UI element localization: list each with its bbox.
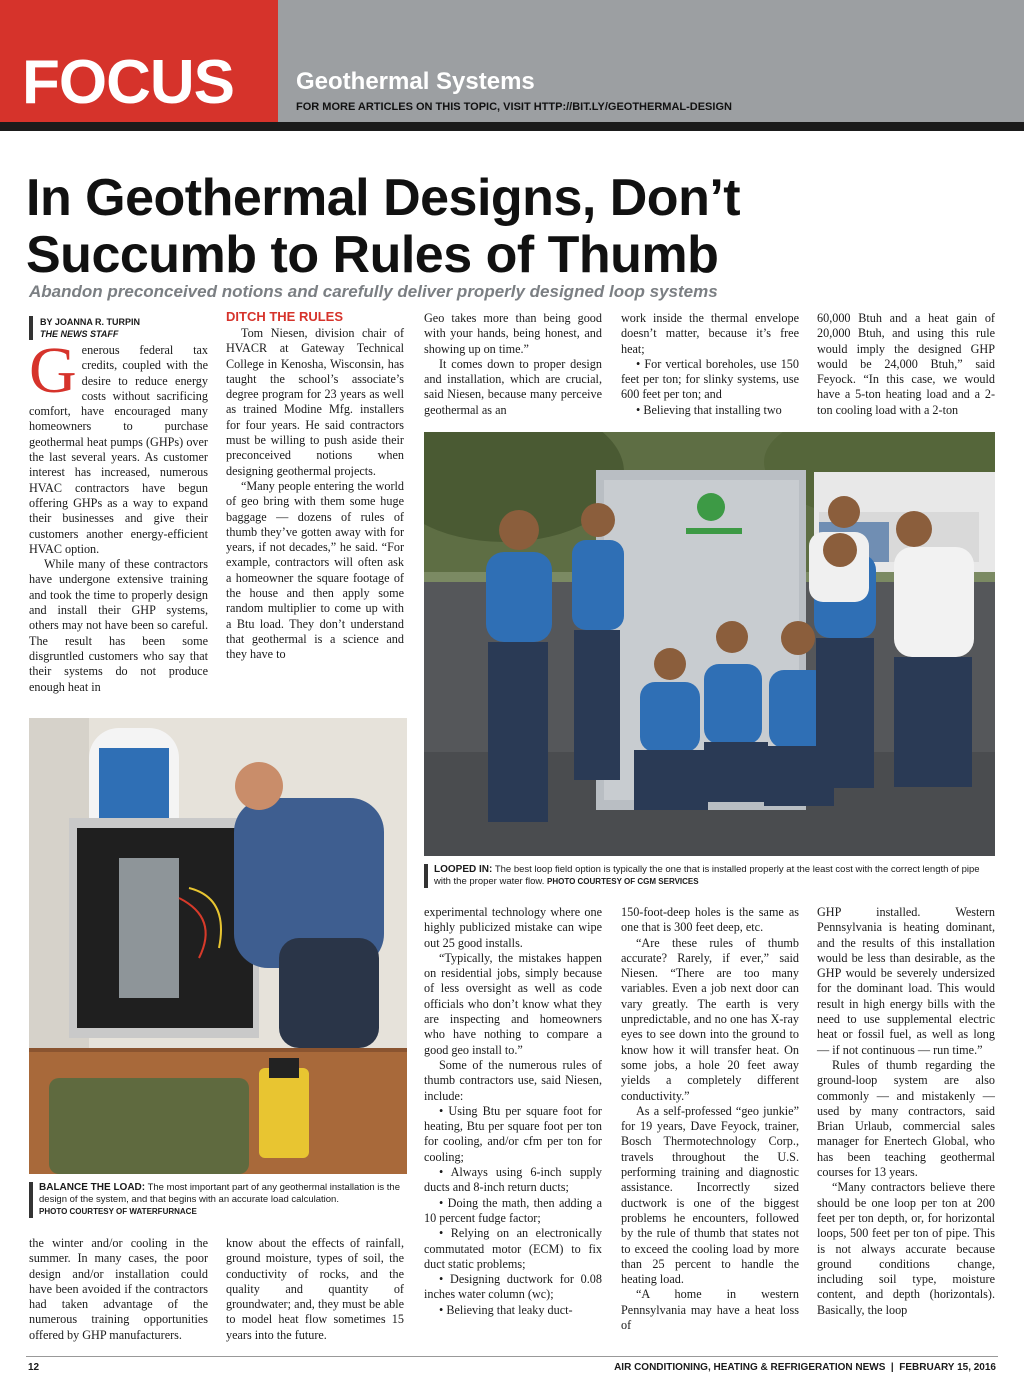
paragraph: As a self-professed “geo junkie” for 19 years, Dave Feyock, trainer, Bosch Thermotechnology Corp., travels throughout the U.S. performing training and diagnostic assistance. Incorrectly sized ductwork is one of the biggest problems he encounters, followed by the rule of thumb that states not to exceed the cooling load by more than 25 percent to handle the heating load. [621, 1103, 799, 1287]
caption-looped-in [424, 864, 995, 888]
paragraph: know about the effects of rainfall, ground moisture, types of soil, the conductivity of rocks, and the quality and quantity of groundwater; and, they must be able to model heat flow sometimes 15 years into the future. [226, 1236, 404, 1342]
headline-line-2: Succumb to Rules of Thumb [26, 226, 719, 284]
paragraph: “Typically, the mistakes happen on residential jobs, simply because of less oversight as well as code officials who don’t know what they are inspecting and homeowners who have nothing to compare a good geo install to.” [424, 950, 602, 1057]
paragraph: • Doing the math, then adding a 10 percent fudge factor; [424, 1195, 602, 1225]
column-3-top [424, 311, 602, 418]
deck: Abandon preconceived notions and carefully deliver properly designed loop systems [29, 282, 718, 301]
headline [26, 170, 1006, 284]
paragraph: work inside the thermal envelope doesn’t matter, because it’s free heat; [621, 311, 799, 356]
paragraph: Tom Niesen, division chair of HVACR at Gateway Technical College in Kenosha, Wisconsin, has taught the school’s associate’s degree program for 23 years as well as trained Modine Mfg. installers for four years. He said contractors must be willing to push aside their preconceived notions when designing geothermal projects. [226, 326, 404, 478]
caption-balance-the-load [29, 1182, 403, 1218]
header-rule [0, 122, 1024, 131]
paragraph: Generous federal tax credits, coupled with the desire to reduce energy costs without sacrificing comfort, have encouraged many homeowners to purchase geothermal heat pumps (GHPs) over the last several years. As customer interest has increased, numerous HVAC contractors have begun offering GHPs as a way to expand their businesses and give their customers another energy-efficient HVAC option. [29, 334, 208, 556]
publication-line: AIR CONDITIONING, HEATING & REFRIGERATION NEWS | FEBRUARY 15, 2016 [614, 1362, 996, 1373]
caption-text: The best loop field option is typically the one that is installed properly at the least cost with the correct length of pipe with the proper water flow. [434, 864, 980, 887]
focus-label: FOCUS [22, 48, 234, 117]
dropcap: G [29, 334, 77, 407]
footer-rule [26, 1356, 998, 1357]
paragraph: 60,000 Btuh and a heat gain of 20,000 Btuh, and using this rule would imply the designed GHP would be 24,000 Btuh,” said Feyock. “In this case, we would have a 5-ton heating load and a 2-ton cooling load with a 2-ton [817, 311, 995, 417]
paragraph: GHP installed. Western Pennsylvania is heating dominant, and the results of this installation would be less than desirable, as the GHP would be severely undersized for the dominant load. This would result in high energy bills with the need to use supplemental electric heat or fossil fuel, as well as long — if not continuous — run time.” [817, 905, 995, 1057]
crew-photo [424, 432, 995, 856]
photo-credit: PHOTO COURTESY OF CGM SERVICES [547, 877, 699, 886]
paragraph: • Always using 6-inch supply ducts and 8-inch return ducts; [424, 1165, 602, 1195]
paragraph: “Are these rules of thumb accurate? Rarely, if ever,” said Niesen. “There are too many variables. Even a job next door can vary greatly. The earth is very unpredictable, and no one has X-ray eyes to see down into the ground to know how it will transfer heat. On some jobs, a hole 20 feet away yields a completely different conductivity.” [621, 935, 799, 1103]
section-link[interactable]: FOR MORE ARTICLES ON THIS TOPIC, VISIT HTTP://BIT.LY/GEOTHERMAL-DESIGN [296, 101, 732, 113]
paragraph: 150-foot-deep holes is the same as one that is 300 feet deep, etc. [621, 905, 799, 935]
paragraph: • Believing that installing two [636, 402, 782, 417]
page-number: 12 [28, 1362, 40, 1373]
paragraph: • For vertical boreholes, use 150 feet per ton; for slinky systems, use 600 feet per ton; and [621, 356, 799, 402]
paragraph: “A home in western Pennsylvania may have a heat loss of [621, 1287, 799, 1333]
headline-line-1: In Geothermal Designs, Don’t [26, 169, 741, 227]
paragraph: “Many people entering the world of geo bring with them some huge baggage — dozens of rules of thumb they’ve gotten away with for years, if not decades,” he said. “For example, contractors will often ask a homeowner the square footage of the house and then apply some random multiplier to come up with a Btu load. They don’t understand that geothermal is a science and they have to [226, 478, 404, 662]
column-2-bottom [226, 1236, 404, 1343]
column-4-top [621, 311, 799, 418]
paragraph: • Relying on an electronically commutated motor (ECM) to fix duct static problems; [424, 1226, 602, 1271]
caption-label: BALANCE THE LOAD: [39, 1182, 146, 1193]
column-1-bottom [29, 1236, 208, 1343]
column-4-bottom [621, 905, 799, 1333]
photo-credit: PHOTO COURTESY OF WATERFURNACE [39, 1207, 197, 1216]
section-title: Geothermal Systems [296, 68, 535, 95]
paragraph: the winter and/or cooling in the summer. In many cases, the poor design and/or installation could have been avoided if the contractors had taken advantage of the numerous training opportunities offered by GHP manufacturers. [29, 1236, 208, 1342]
paragraph: “Many contractors believe there should be one loop per ton at 200 feet per ton depth, or, for horizontal loops, 500 feet per ton of pipe. This is not always accurate because ground conditions change, including soil type, moisture content, and depth (horizontals). Basically, the loop [817, 1180, 995, 1317]
paragraph: experimental technology where one highly publicized mistake can wipe out 25 good installs. [424, 905, 602, 950]
paragraph: While many of these contractors have undergone extensive training and took the time to properly design and install their GHP systems, others may not have been so careful. The result has been some disgruntled customers who say that their systems do not produce enough heat in [29, 557, 208, 694]
column-5-top [817, 311, 995, 418]
paragraph: • Believing that leaky duct- [439, 1302, 573, 1317]
byline-author: BY JOANNA R. TURPIN [40, 317, 141, 327]
column-3-bottom [424, 905, 602, 1318]
paragraph: • Designing ductwork for 0.08 inches water column (wc); [424, 1272, 602, 1302]
caption-text: The most important part of any geothermal installation is the design of the system, and that begins with an accurate load calculation. [39, 1182, 400, 1205]
paragraph: Rules of thumb regarding the ground-loop system are also commonly — and mistakenly — used by many contractors, said Brian Urlaub, commercial sales manager for Enertech Global, who has been teaching geothermal courses for 13 years. [817, 1057, 995, 1180]
technician-photo [29, 718, 407, 1174]
column-5-bottom [817, 905, 995, 1318]
paragraph: It comes down to proper design and installation, which are crucial, said Niesen, because many perceive geothermal as an [424, 356, 602, 417]
paragraph: Geo takes more than being good with your hands, being honest, and showing up on time.” [424, 311, 602, 356]
paragraph: Some of the numerous rules of thumb contractors use, said Niesen, include: [424, 1057, 602, 1103]
paragraph: • Using Btu per square foot for heating, Btu per square foot per ton for cooling, and/or cfm per ton for cooling; [424, 1103, 602, 1164]
caption-label: LOOPED IN: [434, 864, 493, 875]
column-2-top [226, 309, 404, 663]
subhead: DITCH THE RULES [226, 309, 343, 324]
byline-org: THE NEWS STAFF [40, 329, 119, 339]
